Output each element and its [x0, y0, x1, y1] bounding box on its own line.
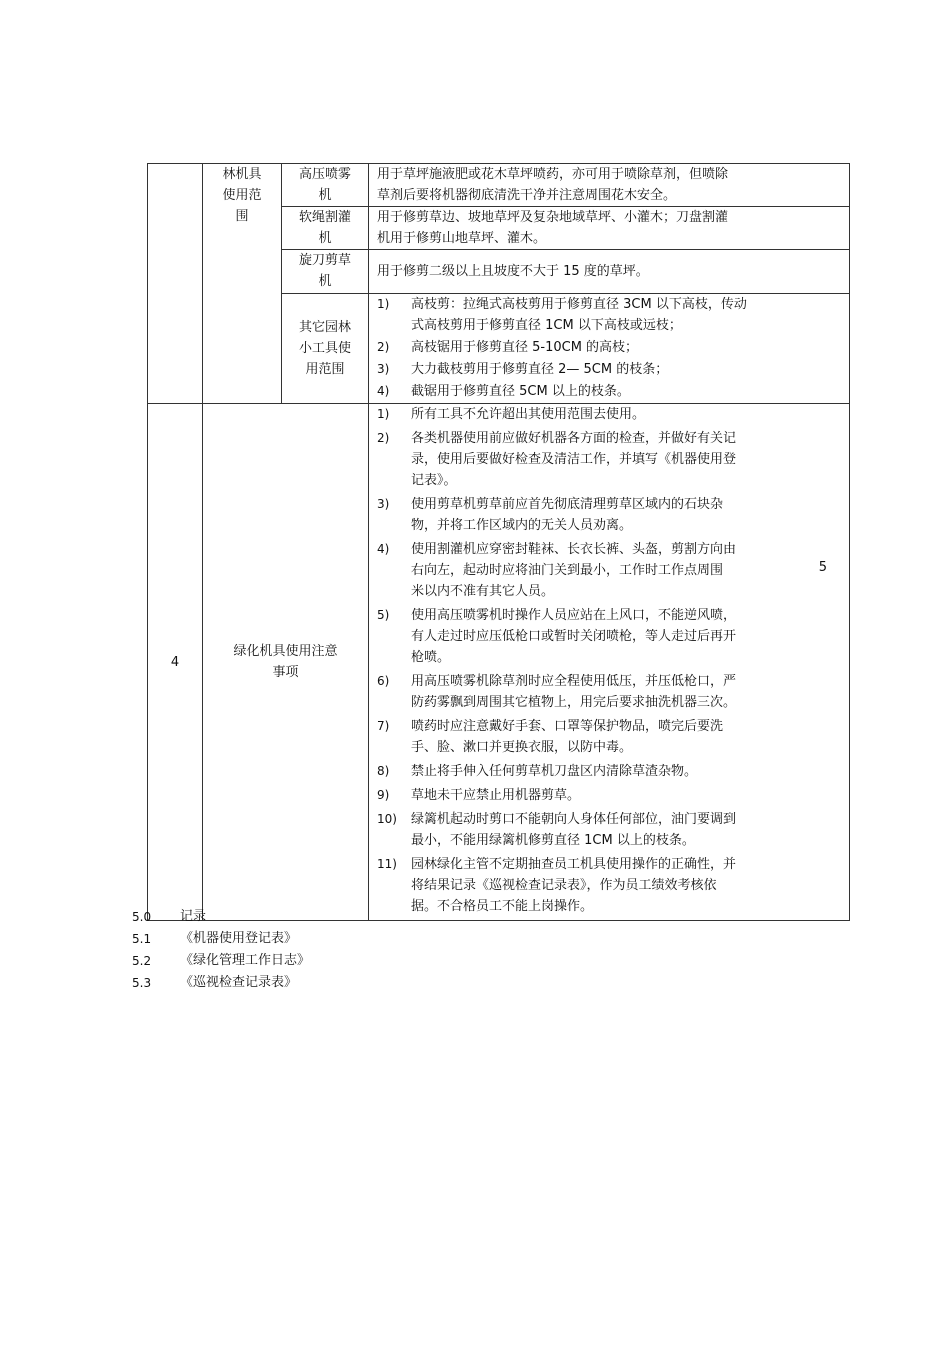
records-heading: 5.0 记录 [132, 909, 207, 924]
precautions-list [377, 404, 841, 917]
tool-usage-list [377, 294, 841, 402]
index-cell-empty [148, 164, 203, 404]
list-item: 7) 喷药时应注意戴好手套、口罩等保护物品，喷完后要洗 手、脸、漱口并更换衣服，以防中毒。 [377, 719, 724, 755]
table-row [148, 164, 850, 207]
list-item: 4) 使用割灌机应穿密封鞋袜、长衣长裤、头盔，剪割方向由 右向左，起动时应将油门关到最小，工作时工作点周围 米以内不准有其它人员。 [377, 542, 737, 599]
list-item: 1) 高枝剪：拉绳式高枝剪用于修剪直径 3CM 以下高枝，传动 式高枝剪用于修剪直径 1CM 以下高枝或远枝； [377, 297, 747, 333]
list-item: 5) 使用高压喷雾机时操作人员应站在上风口，不能逆风喷， 有人走过时应压低枪口或暂时关闭喷枪，等人走过后再开 枪喷。 [377, 608, 737, 665]
machine-name: 高压喷雾 机 [282, 164, 369, 207]
list-item: 6) 用高压喷雾机除草剂时应全程使用低压，并压低枪口，严 防药雾飘到周围其它植物上，用完后要求抽洗机器三次。 [377, 674, 737, 710]
records-section [132, 906, 310, 994]
list-item: 10) 绿篱机起动时剪口不能朝向人身体任何部位，油门要调到 最小，不能用绿篱机修剪直径 1CM 以上的枝条。 [377, 812, 737, 848]
section-title: 绿化机具使用注意 事项 [203, 404, 369, 921]
precautions-cell [369, 404, 850, 921]
machine-usage: 用于修剪草边、坡地草坪及复杂地域草坪、小灌木；刀盘割灌 机用于修剪山地草坪、灌木。 [369, 207, 850, 250]
category-label: 林机具 使用范 围 [203, 164, 282, 404]
tool-usage-list-cell [369, 294, 850, 404]
machine-name: 其它园林 小工具使 用范围 [282, 294, 369, 404]
list-item: 3) 大力截枝剪用于修剪直径 2— 5CM 的枝条； [377, 362, 669, 377]
list-item: 2) 各类机器使用前应做好机器各方面的检查，并做好有关记 录，使用后要做好检查及清洁工作，并填写《机器使用登 记表》。 [377, 431, 737, 488]
score-value: 5 [818, 560, 827, 575]
section-index: 4 [148, 404, 203, 921]
record-item: 5.2 《绿化管理工作日志》 [132, 953, 311, 968]
machine-name: 旋刀剪草 机 [282, 250, 369, 294]
machine-name: 软绳割灌 机 [282, 207, 369, 250]
list-item: 1) 所有工具不允许超出其使用范围去使用。 [377, 407, 646, 422]
list-item: 3) 使用剪草机剪草前应首先彻底清理剪草区域内的石块杂 物，并将工作区域内的无关人员劝离。 [377, 497, 724, 533]
list-item: 2) 高枝锯用于修剪直径 5-10CM 的高枝； [377, 340, 639, 355]
record-item: 5.1 《机器使用登记表》 [132, 931, 298, 946]
table-row [148, 404, 850, 921]
procedure-table [147, 163, 850, 921]
list-item: 4) 截锯用于修剪直径 5CM 以上的枝条。 [377, 384, 630, 399]
machine-usage: 用于草坪施液肥或花木草坪喷药，亦可用于喷除草剂，但喷除 草剂后要将机器彻底清洗干净并注意周围花木安全。 [369, 164, 850, 207]
list-item: 8) 禁止将手伸入任何剪草机刀盘区内清除草渣杂物。 [377, 764, 698, 779]
list-item: 11) 园林绿化主管不定期抽查员工机具使用操作的正确性，并 将结果记录《巡视检查记录表》，作为员工绩效考核依 据。不合格员工不能上岗操作。 [377, 857, 737, 914]
record-item: 5.3 《巡视检查记录表》 [132, 975, 298, 990]
machine-usage: 用于修剪二级以上且坡度不大于 15 度的草坪。 [369, 250, 850, 294]
list-item: 9) 草地未干应禁止用机器剪草。 [377, 788, 581, 803]
